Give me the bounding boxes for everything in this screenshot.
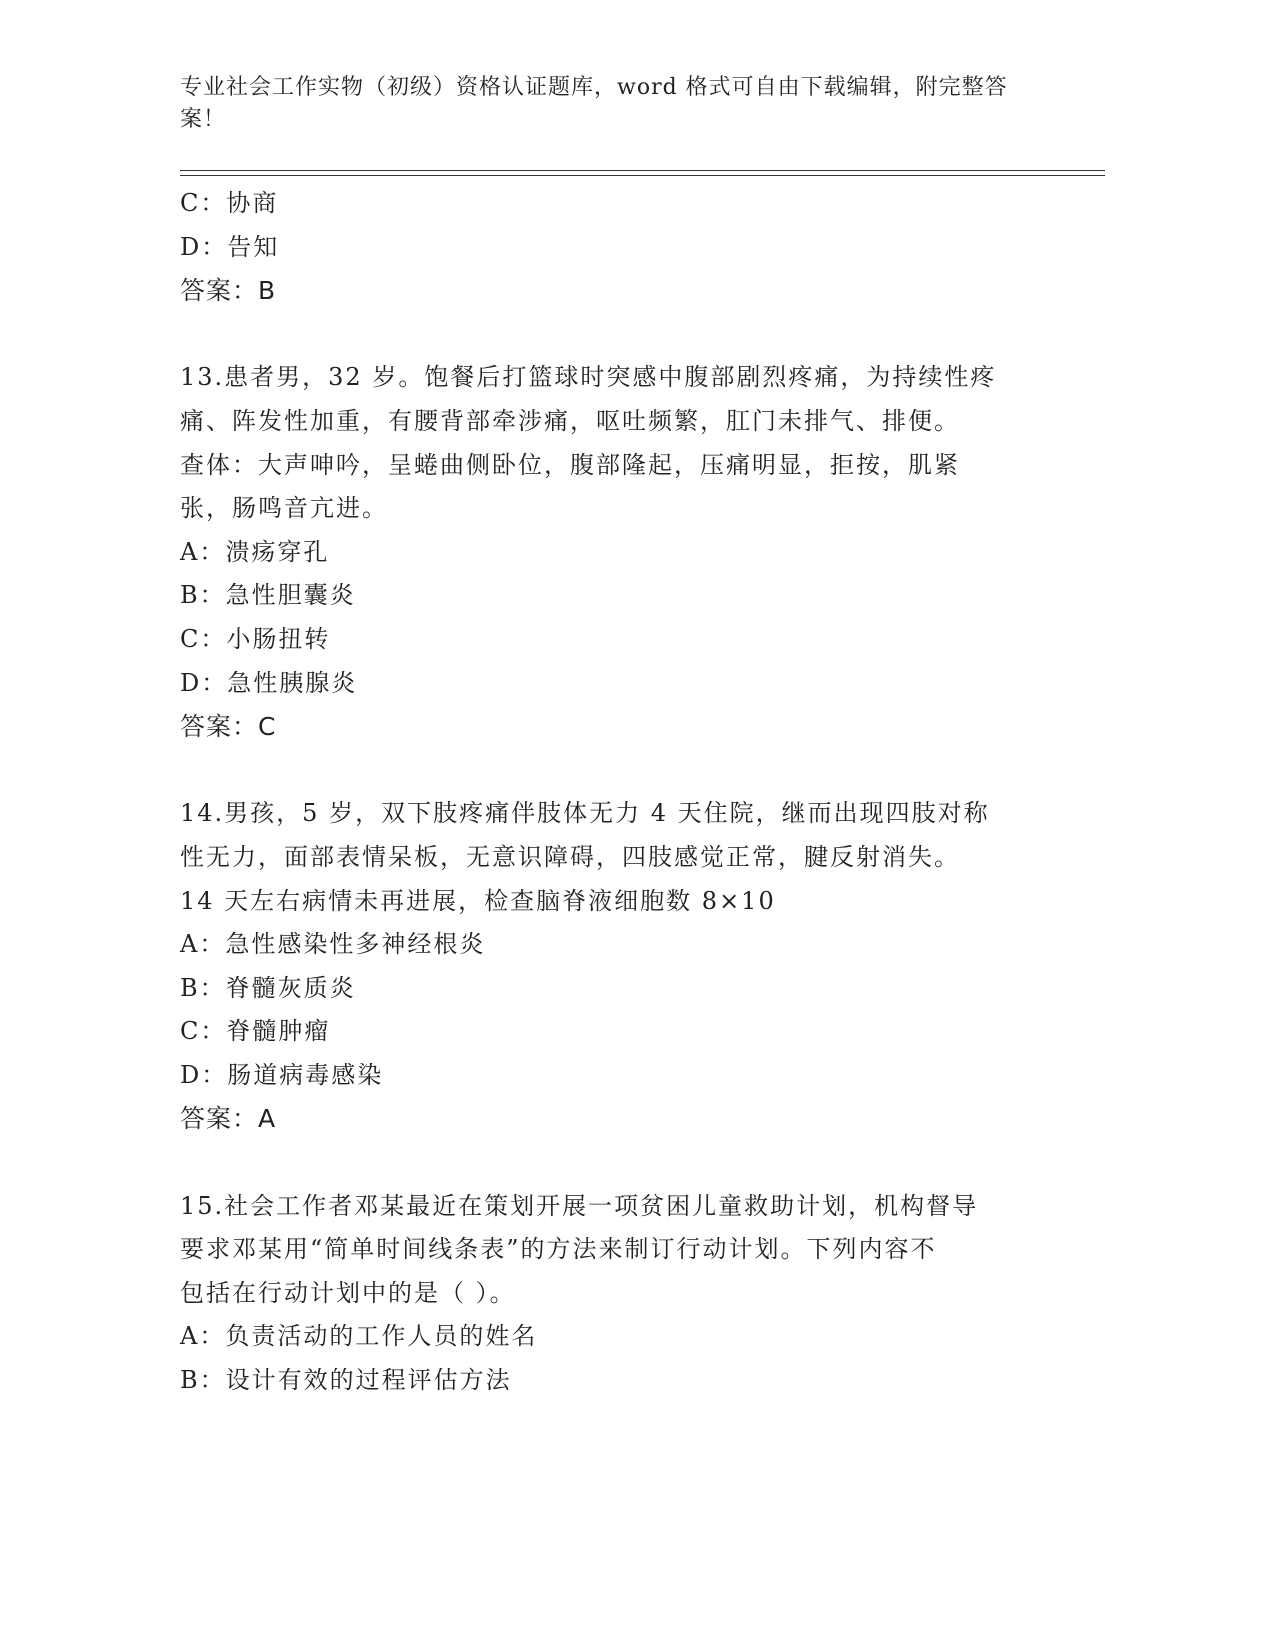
option-a: A：急性感染性多神经根炎 <box>180 930 486 959</box>
question-15 <box>180 1185 1060 1403</box>
document-header <box>180 72 1060 136</box>
spacer <box>180 749 1060 793</box>
header-divider-top <box>180 170 1105 171</box>
option-d: D：肠道病毒感染 <box>180 1060 384 1089</box>
spacer <box>180 313 1060 357</box>
question-text-line: 15.社会工作者邓某最近在策划开展一项贫困儿童救助计划，机构督导 <box>180 1191 979 1220</box>
option-a: A：负责活动的工作人员的姓名 <box>180 1322 538 1351</box>
question-14 <box>180 792 1060 1141</box>
question-text-line: 14.男孩，5 岁，双下肢疼痛伴肢体无力 4 天住院，继而出现四肢对称 <box>180 799 990 828</box>
header-line-1: 专业社会工作实物（初级）资格认证题库，word 格式可自由下载编辑，附完整答 <box>180 75 1008 100</box>
question-text-line: 性无力，面部表情呆板，无意识障碍，四肢感觉正常，腱反射消失。 <box>180 842 960 871</box>
question-text-line: 13.患者男，32 岁。饱餐后打篮球时突感中腹部剧烈疼痛，为持续性疼 <box>180 363 997 392</box>
option-b: B：急性胆囊炎 <box>180 581 356 610</box>
option-a: A：溃疡穿孔 <box>180 537 330 566</box>
question-text-line: 查体：大声呻吟，呈蜷曲侧卧位，腹部隆起，压痛明显，拒按，肌紧 <box>180 450 960 479</box>
question-content <box>180 182 1060 1403</box>
answer-line: 答案：A <box>180 1104 277 1134</box>
question-text-line: 痛、阵发性加重，有腰背部牵涉痛，呕吐频繁，肛门未排气、排便。 <box>180 406 960 435</box>
option-c: C：小肠扭转 <box>180 624 331 653</box>
question-text-line: 包括在行动计划中的是（ ）。 <box>180 1278 516 1307</box>
option-c: C：脊髓肿瘤 <box>180 1017 331 1046</box>
answer-line: 答案：B <box>180 276 277 306</box>
option-d: D：急性胰腺炎 <box>180 668 358 697</box>
question-text-line: 14 天左右病情未再进展，检查脑脊液细胞数 8×10 <box>180 886 776 915</box>
option-c: C：协商 <box>180 189 279 217</box>
question-text-line: 要求邓某用“简单时间线条表”的方法来制订行动计划。下列内容不 <box>180 1235 937 1264</box>
spacer <box>180 1141 1060 1185</box>
option-b: B：设计有效的过程评估方法 <box>180 1366 512 1395</box>
question-13 <box>180 356 1060 748</box>
option-d: D：告知 <box>180 232 280 261</box>
header-line-2: 案！ <box>180 107 227 132</box>
question-12-tail <box>180 182 1060 313</box>
option-b: B：脊髓灰质炎 <box>180 973 356 1002</box>
answer-line: 答案：C <box>180 712 277 742</box>
question-text-line: 张，肠鸣音亢进。 <box>180 494 388 523</box>
header-divider-bottom <box>180 175 1105 176</box>
